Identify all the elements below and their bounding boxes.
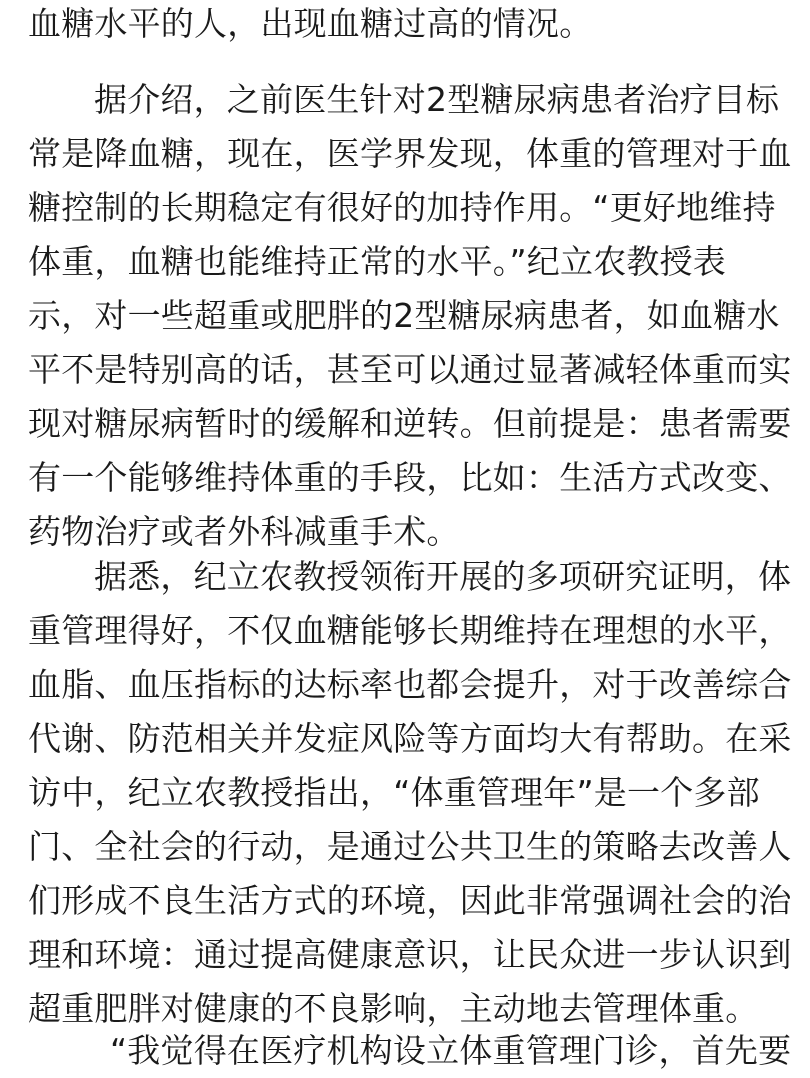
paragraph-2-line-3: 糖控制的长期稳定有很好的加持作用。“更好地维持 xyxy=(28,188,776,227)
paragraph-4-line-1: “我觉得在医疗机构设立体重管理门诊，首先要 xyxy=(110,1031,792,1070)
paragraph-2-line-6: 平不是特别高的话，甚至可以通过显著减轻体重而实 xyxy=(28,350,792,389)
paragraph-2-line-8: 有一个能够维持体重的手段，比如：生活方式改变、 xyxy=(28,458,792,497)
paragraph-3-line-1: 据悉，纪立农教授领衔开展的多项研究证明，体 xyxy=(94,557,792,596)
paragraph-3-line-7: 们形成不良生活方式的环境，因此非常强调社会的治 xyxy=(28,881,792,920)
paragraph-2-line-7: 现对糖尿病暂时的缓解和逆转。但前提是：患者需要 xyxy=(28,404,792,443)
paragraph-3-line-4: 代谢、防范相关并发症风险等方面均大有帮助。在采 xyxy=(28,719,792,758)
paragraph-2-line-9: 药物治疗或者外科减重手术。 xyxy=(28,512,460,551)
paragraph-2-line-2: 常是降血糖，现在，医学界发现，体重的管理对于血 xyxy=(28,134,792,173)
paragraph-2-line-5: 示，对一些超重或肥胖的2型糖尿病患者，如血糖水 xyxy=(28,296,780,335)
paragraph-1-line-1: 血糖水平的人，出现血糖过高的情况。 xyxy=(28,4,593,43)
paragraph-3-line-6: 门、全社会的行动，是通过公共卫生的策略去改善人 xyxy=(28,827,792,866)
paragraph-3-line-2: 重管理得好，不仅血糖能够长期维持在理想的水平， xyxy=(28,611,792,650)
paragraph-3-line-9: 超重肥胖对健康的不良影响，主动地去管理体重。 xyxy=(28,989,759,1028)
paragraph-2-line-4: 体重，血糖也能维持正常的水平。”纪立农教授表 xyxy=(28,242,726,281)
paragraph-2-line-1: 据介绍，之前医生针对2型糖尿病患者治疗目标 xyxy=(94,80,780,119)
paragraph-3-line-8: 理和环境：通过提高健康意识，让民众进一步认识到 xyxy=(28,935,792,974)
paragraph-3-line-3: 血脂、血压指标的达标率也都会提升，对于改善综合 xyxy=(28,665,792,704)
paragraph-3-line-5: 访中，纪立农教授指出，“体重管理年”是一个多部 xyxy=(28,773,760,812)
